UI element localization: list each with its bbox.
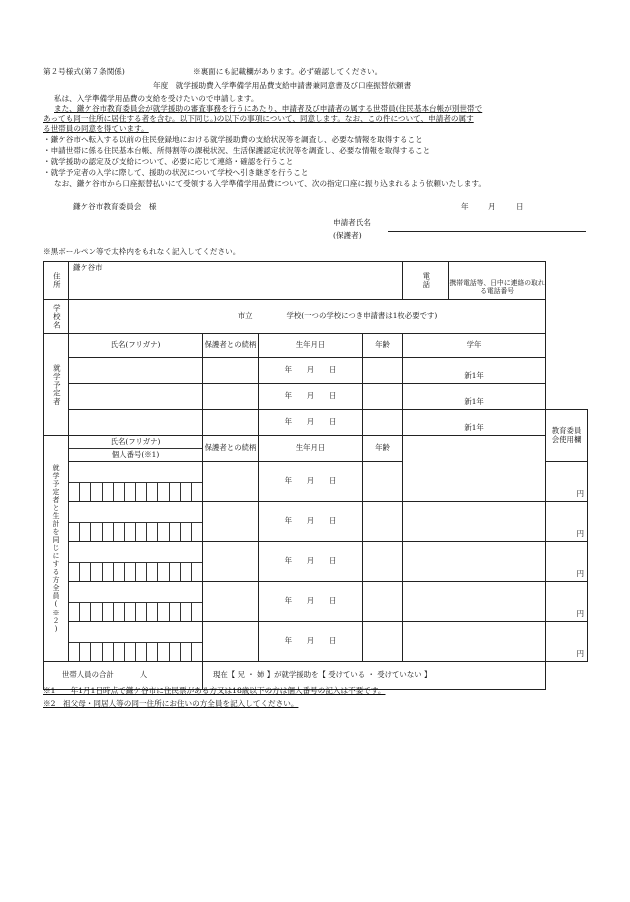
student-relation-1[interactable] [203, 358, 259, 384]
household-id-2[interactable] [69, 523, 202, 541]
phone-label: 電話 [403, 262, 449, 300]
footnote-2: ※2 祖父母・同居人等の同一住所にお住いの方全員を記入してください。 [43, 699, 299, 708]
school-city[interactable]: 市立 [69, 300, 259, 334]
phone-field[interactable] [449, 262, 546, 300]
student-relation-3[interactable] [203, 410, 259, 436]
student-birth-2[interactable]: 年 月 日 [259, 384, 363, 410]
student-col-age: 年齢 [363, 334, 403, 358]
household-age-5[interactable] [363, 622, 403, 662]
household-birth-1[interactable]: 年 月 日 [259, 462, 363, 502]
student-relation-2[interactable] [203, 384, 259, 410]
household-age-1[interactable] [363, 462, 403, 502]
household-yen-3: 円 [546, 542, 588, 582]
student-grade-1: 新1年 [403, 358, 546, 384]
household-col-name: 氏名(フリガナ) [69, 436, 202, 449]
household-relation-2[interactable] [203, 502, 259, 542]
student-grade-2: 新1年 [403, 384, 546, 410]
address-field[interactable] [69, 262, 403, 300]
student-age-3[interactable] [363, 410, 403, 436]
household-age-2[interactable] [363, 502, 403, 542]
household-birth-4[interactable]: 年 月 日 [259, 582, 363, 622]
applicant-name-label: 申請者氏名 [333, 218, 371, 227]
phone-note: 携帯電話等、日中に連絡の取れる電話番号 [449, 279, 545, 296]
household-yen-1: 円 [546, 462, 588, 502]
household-id-4[interactable] [69, 603, 202, 621]
household-yen-5: 円 [546, 622, 588, 662]
student-age-2[interactable] [363, 384, 403, 410]
office-use-label: 教育委員会使用欄 [546, 410, 588, 462]
footnote-1: ※1 年1月1日時点で鎌ケ谷市に住民票がある方又は18歳以下の方は個人番号の記入は不要です。 [43, 686, 386, 695]
address-value: 鎌ケ谷市 [73, 263, 103, 272]
household-name-1[interactable] [69, 462, 202, 483]
application-table [43, 261, 588, 690]
sibling-status[interactable]: 現在【 兄 ・ 姉 】が就学援助を【 受けている ・ 受けていない 】 [203, 662, 546, 690]
household-birth-2[interactable]: 年 月 日 [259, 502, 363, 542]
household-name-2[interactable] [69, 502, 202, 523]
students-label: 就学予定者 [44, 334, 69, 436]
household-col-birth: 生年月日 [259, 436, 363, 462]
form-title: 年度 就学援助費入学準備学用品費支給申請書兼同意書及び口座振替依頼書 [153, 81, 412, 90]
student-age-1[interactable] [363, 358, 403, 384]
household-total-label: 世帯人員の合計 [62, 670, 114, 680]
addressee: 鎌ケ谷市教育委員会 様 [73, 202, 157, 211]
date-year[interactable]: 年 [461, 202, 469, 211]
consent-item-2: ・申請世帯に係る住民基本台帳、所得割等の課税状況、生活保護認定状況等を調査し、必要な情報を取得すること [43, 146, 431, 155]
consent-item-4: ・就学予定者の入学に際して、援助の状況について学校へ引き継ぎを行うこと [43, 168, 309, 177]
student-col-relation: 保護者との続柄 [203, 334, 259, 358]
household-id-5[interactable] [69, 643, 202, 661]
student-birth-3[interactable]: 年 月 日 [259, 410, 363, 436]
household-relation-1[interactable] [203, 462, 259, 502]
household-yen-4: 円 [546, 582, 588, 622]
student-grade-3: 新1年 [403, 410, 546, 436]
consent-line-1: また、鎌ケ谷市教育委員会が就学援助の審査事務を行うにあたり、申請者及び申請者の属する世帯員(住民基本台帳が別世帯で [54, 104, 483, 113]
date-month[interactable]: 月 [488, 202, 496, 211]
household-relation-5[interactable] [203, 622, 259, 662]
household-age-4[interactable] [363, 582, 403, 622]
student-col-name: 氏名(フリガナ) [69, 334, 203, 358]
request-statement: 私は、入学準備学用品費の支給を受けたいので申請します。 [54, 94, 259, 103]
household-birth-5[interactable]: 年 月 日 [259, 622, 363, 662]
consent-line-2: あっても同一住所に居住する者を含む。以下同じ。)の以下の事項について、同意します。なお、この件について、申請者の属す [43, 114, 474, 123]
student-name-3[interactable] [69, 410, 203, 436]
bank-transfer-request: なお、鎌ケ谷市から口座振替払いにて受領する入学準備学用品費について、次の指定口座に振り込まれるよう依頼いたします。 [54, 179, 486, 188]
applicant-guardian-label: (保護者) [333, 231, 362, 240]
household-id-3[interactable] [69, 563, 202, 581]
household-relation-3[interactable] [203, 542, 259, 582]
back-side-note: ※裏面にも記載欄があります。必ず確認してください。 [193, 67, 383, 76]
household-yen-2: 円 [546, 502, 588, 542]
school-note[interactable]: 学校(一つの学校につき申請書は1枚必要です) [259, 300, 546, 334]
household-relation-4[interactable] [203, 582, 259, 622]
school-label: 学校名 [44, 300, 69, 334]
household-total-unit: 人 [139, 670, 148, 680]
student-name-2[interactable] [69, 384, 203, 410]
household-label: 就学予定者と生計を同じにする方全員(※２) [44, 436, 69, 662]
applicant-name-field[interactable] [388, 231, 586, 232]
household-col-id: 個人番号(※1) [111, 450, 160, 459]
student-col-birth: 生年月日 [259, 334, 363, 358]
household-name-3[interactable] [69, 542, 202, 563]
household-col-age: 年齢 [363, 436, 403, 462]
form-number: 第２号様式(第７条関係) [43, 67, 125, 76]
household-name-4[interactable] [69, 582, 202, 603]
household-age-3[interactable] [363, 542, 403, 582]
consent-line-3: る世帯員の同意を得ています。 [43, 124, 149, 133]
address-label: 住所 [44, 262, 69, 300]
ink-instruction: ※黒ボールペン等で太枠内をもれなく記入してください。 [43, 247, 241, 256]
student-birth-1[interactable]: 年 月 日 [259, 358, 363, 384]
student-col-grade: 学年 [403, 334, 546, 358]
household-name-5[interactable] [69, 622, 202, 643]
consent-item-3: ・就学援助の認定及び支給について、必要に応じて連絡・確認を行うこと [43, 157, 294, 166]
household-id-1[interactable] [69, 483, 202, 501]
student-name-1[interactable] [69, 358, 203, 384]
household-birth-3[interactable]: 年 月 日 [259, 542, 363, 582]
date-day[interactable]: 日 [516, 202, 524, 211]
consent-item-1: ・鎌ケ谷市へ転入する以前の住民登録地における就学援助費の支給状況等を調査し、必要な情報を取得すること [43, 135, 423, 144]
household-col-relation: 保護者との続柄 [203, 436, 259, 462]
